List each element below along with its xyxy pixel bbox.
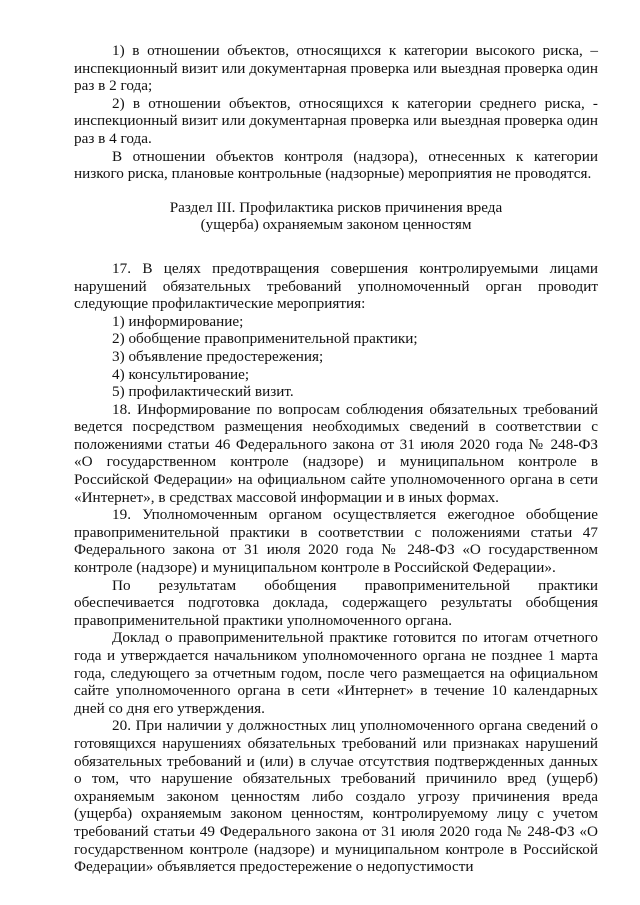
paragraph-medium-risk: 2) в отношении объектов, относящихся к категории среднего риска, - инспекционный визит или документарная проверка или выездная проверка один раз в 4 года. bbox=[74, 94, 598, 147]
paragraph-19: 19. Уполномоченным органом осуществляется ежегодное обобщение правоприменительной практики в соответствии с положениями статьи 47 Федерального закона от 31 июля 2020 года № 248-ФЗ «О государственном контроле (надзоре) и муниципальном контроле в Российской Федерации». bbox=[74, 506, 598, 577]
paragraph-low-risk: В отношении объектов контроля (надзора), отнесенных к категории низкого риска, плановые контрольные (надзорные) мероприятия не проводятся. bbox=[74, 147, 598, 183]
spacer bbox=[74, 234, 598, 260]
paragraph-report-approval: Доклад о правоприменительной практике готовится по итогам отчетного года и утверждается начальником уполномоченного органа не позднее 1 марта года, следующего за отчетным годом, после чего размещается на официальном сайте уполномоченного органа в сети «Интернет» в течение 10 календарных дней со дня его утверждения. bbox=[74, 629, 598, 717]
section-heading-line-2: (ущерба) охраняемым законом ценностям bbox=[200, 216, 472, 234]
paragraph-high-risk: 1) в отношении объектов, относящихся к категории высокого риска, – инспекционный визит или документарная проверка или выездная проверка один раз в 2 года; bbox=[74, 42, 598, 95]
paragraph-20: 20. При наличии у должностных лиц уполномоченного органа сведений о готовящихся нарушениях обязательных требований или признаках нарушений обязательных требований и (или) в случае отсутствия подтвержденных данных о том, что нарушение обязательных требований причинило вред (ущерб) охраняемым законом ценностям либо создало угрозу причинения вреда (ущерба) охраняемым законом ценностям, контролируемому лицу с учетом требований статьи 49 Федерального закона от 31 июля 2020 года № 248-ФЗ «О государственном контроле (надзоре) и муниципальном контроле в Российской Федерации» объявляется предостережение о недопустимости bbox=[74, 717, 598, 876]
paragraph-17: 17. В целях предотвращения совершения контролируемыми лицами нарушений обязательных требований уполномоченный орган проводит следующие профилактические мероприятия: bbox=[74, 259, 598, 313]
section-heading-line-1: Раздел III. Профилактика рисков причинения вреда bbox=[169, 198, 503, 216]
list-item-consulting: 4) консультирование; bbox=[112, 365, 250, 383]
document-body bbox=[74, 42, 598, 876]
list-item-warning: 3) объявление предостережения; bbox=[112, 347, 324, 365]
section-heading bbox=[74, 199, 598, 234]
list-item-preventive-visit: 5) профилактический визит. bbox=[112, 383, 294, 401]
paragraph-18: 18. Информирование по вопросам соблюдения обязательных требований ведется посредством размещения необходимых сведений в соответствии с положениями статьи 46 Федерального закона от 31 июля 2020 года № 248-ФЗ «О государственном контроле (надзоре) и муниципальном контроле в Российской Федерации» на официальном сайте уполномоченного органа в сети «Интернет», в средствах массовой информации и в иных формах. bbox=[74, 400, 598, 506]
list-item-informing: 1) информирование; bbox=[112, 312, 244, 330]
list-item-generalization: 2) обобщение правоприменительной практики; bbox=[112, 330, 418, 348]
paragraph-report-preparation: По результатам обобщения правоприменительной практики обеспечивается подготовка доклада, содержащего результаты обобщения правоприменительной практики уполномоченного органа. bbox=[74, 576, 598, 629]
